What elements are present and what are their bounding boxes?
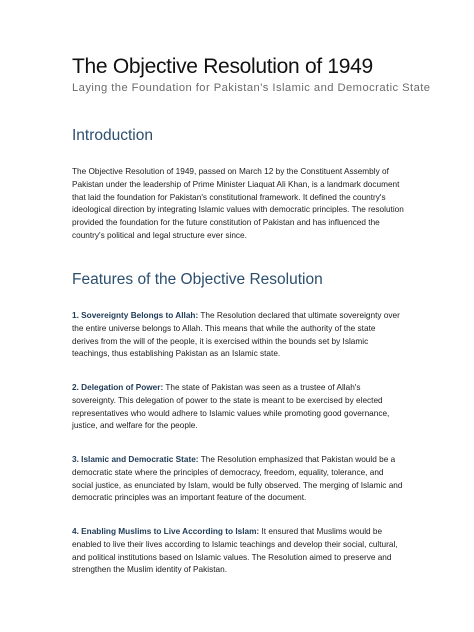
document-title: The Objective Resolution of 1949 <box>72 55 373 78</box>
feature-label: 4. Enabling Muslims to Live According to Islam: <box>72 527 260 536</box>
feature-label: 3. Islamic and Democratic State: <box>72 455 199 464</box>
feature-label: 2. Delegation of Power: <box>72 383 164 392</box>
feature-item-sovereignty <box>72 310 404 361</box>
feature-text: It ensured that Muslims would be enabled to live their lives according to Islamic teachings and develop their social, cultural, and political institutions based on Islamic values. The Resolution aimed to preserve and strengthen the Muslim identity of Pakistan. <box>72 527 398 575</box>
feature-label: 1. Sovereignty Belongs to Allah: <box>72 311 199 320</box>
feature-text: The Resolution declared that ultimate sovereignty over the entire universe belongs to Allah. This means that while the authority of the state derives from the will of the people, it is exercised within the bounds set by Islamic teachings, thus establishing Pakistan as an Islamic state. <box>72 311 400 359</box>
feature-item-delegation <box>72 382 404 433</box>
introduction-heading: Introduction <box>72 127 153 144</box>
feature-item-islamic-democratic <box>72 454 404 505</box>
feature-text: The Resolution emphasized that Pakistan would be a democratic state where the principles of democracy, freedom, equality, tolerance, and social justice, as enunciated by Islam, would be fully observed. The merging of Islamic and democratic principles was an important feature of the document. <box>72 455 403 503</box>
feature-item-enabling-muslims <box>72 526 404 577</box>
document-subtitle: Laying the Foundation for Pakistan's Islamic and Democratic State <box>72 82 431 94</box>
feature-text: The state of Pakistan was seen as a trustee of Allah's sovereignty. This delegation of power to the state is meant to be exercised by elected representatives who would adhere to Islamic values while promoting good governance, justice, and welfare for the people. <box>72 383 390 431</box>
introduction-paragraph: The Objective Resolution of 1949, passed on March 12 by the Constituent Assembly of Pakistan under the leadership of Prime Minister Liaquat Ali Khan, is a landmark document that laid the foundation for Pakistan's constitutional framework. It defined the country's ideological direction by integrating Islamic values with democratic principles. The resolution provided the foundation for the future constitution of Pakistan and has influenced the country's political and legal structure ever since. <box>72 167 404 240</box>
features-heading: Features of the Objective Resolution <box>72 271 323 288</box>
